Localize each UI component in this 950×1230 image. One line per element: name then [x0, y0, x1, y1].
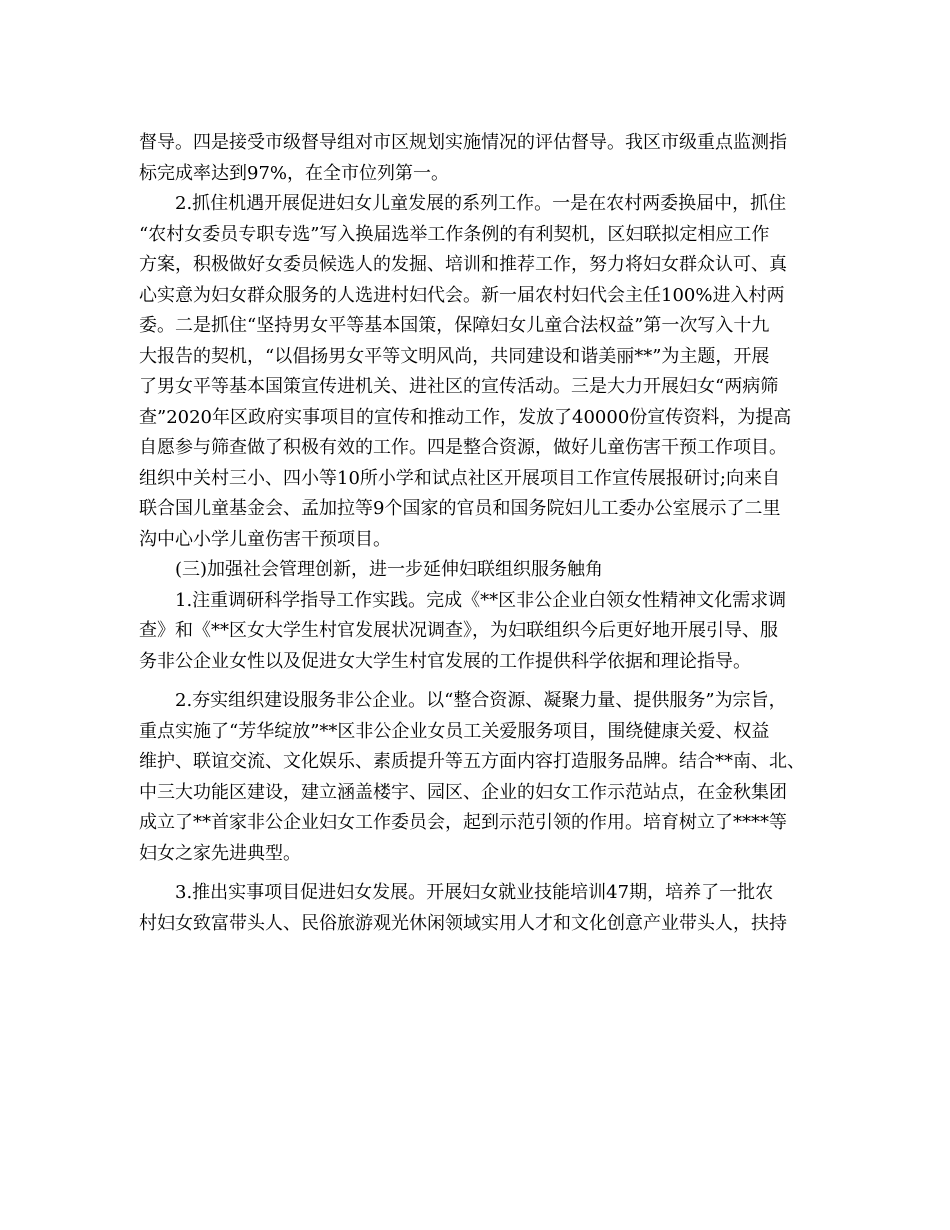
- paragraph-start: 2.夯实组织建设服务非公企业。以“整合资源、凝聚力量、提供服务”为宗旨，: [175, 690, 787, 711]
- text-line: 督导。四是接受市级督导组对市区规划实施情况的评估督导。我区市级重点监测指: [139, 132, 787, 153]
- text-line: 自愿参与筛查做了积极有效的工作。四是整合资源，做好儿童伤害干预工作项目。: [139, 437, 787, 458]
- text-line: 方案，积极做好女委员候选人的发掘、培训和推荐工作，努力将妇女群众认可、真: [139, 254, 787, 275]
- text-line: 维护、联谊交流、文化娱乐、素质提升等五方面内容打造服务品牌。结合**南、北、: [139, 751, 805, 772]
- text-line: 成立了**首家非公企业妇女工作委员会，起到示范引领的作用。培育树立了****等: [139, 812, 787, 833]
- text-line: 大报告的契机，“以倡扬男女平等文明风尚，共同建设和谐美丽**”为主题，开展: [139, 345, 770, 367]
- text-line: 村妇女致富带头人、民俗旅游观光休闲领域实用人才和文化创意产业带头人，扶持: [139, 912, 787, 934]
- text-line: 联合国儿童基金会、孟加拉等9个国家的官员和国务院妇儿工委办公室展示了二里: [139, 498, 781, 519]
- text-line: 妇女之家先进典型。: [139, 842, 301, 864]
- paragraph-gap: [139, 677, 819, 686]
- text-line: 重点实施了“芳华绽放”**区非公企业女员工关爱服务项目，围绕健康关爱、权益: [139, 720, 770, 742]
- text-line: 中三大功能区建设，建立涵盖楼宇、园区、企业的妇女工作示范站点，在金秋集团: [139, 781, 787, 803]
- text-line: 组织中关村三小、四小等10所小学和试点社区开展项目工作宣传展报研讨;向来自: [139, 467, 780, 489]
- text-line: 沟中心小学儿童伤害干预项目。: [139, 528, 391, 550]
- document-body: [139, 128, 819, 939]
- paragraph-start: 2.抓住机遇开展促进妇女儿童发展的系列工作。一是在农村两委换届中，抓住: [175, 193, 787, 214]
- paragraph-start: 1.注重调研科学指导工作实践。完成《**区非公企业白领女性精神文化需求调: [175, 589, 787, 611]
- section-heading: (三)加强社会管理创新，进一步延伸妇联组织服务触角: [175, 559, 604, 580]
- text-line: 委。二是抓住“坚持男女平等基本国策，保障妇女儿童合法权益”第一次写入十九: [139, 315, 770, 336]
- text-line: 查”2020年区政府实事项目的宣传和推动工作，发放了40000份宣传资料，为提高: [139, 406, 792, 428]
- text-line: 标完成率达到97%，在全市位列第一。: [139, 162, 450, 184]
- text-line: “农村女委员专职专选”写入换届选举工作条例的有利契机，区妇联拟定相应工作: [139, 223, 770, 245]
- text-line: 务非公企业女性以及促进女大学生村官发展的工作提供科学依据和理论指导。: [139, 650, 751, 672]
- paragraph-start: 3.推出实事项目促进妇女发展。开展妇女就业技能培训47期，培养了一批农: [175, 882, 774, 903]
- text-line: 查》和《**区女大学生村官发展状况调查》，为妇联组织今后更好地开展引导、服: [139, 620, 778, 641]
- paragraph-gap: [139, 869, 819, 878]
- text-line: 了男女平等基本国策宣传进机关、进社区的宣传活动。三是大力开展妇女“两病筛: [139, 376, 779, 397]
- text-line: 心实意为妇女群众服务的人选进村妇代会。新一届农村妇代会主任100%进入村两: [139, 284, 785, 306]
